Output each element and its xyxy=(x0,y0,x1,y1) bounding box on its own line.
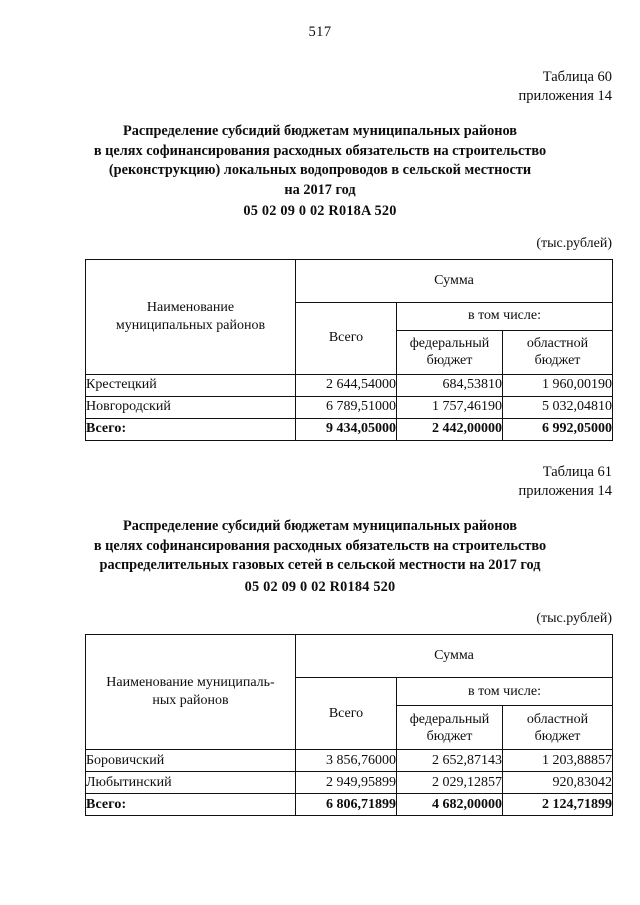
total-federal: 4 682,00000 xyxy=(397,794,503,816)
row-total: 2 644,54000 xyxy=(296,374,397,396)
row-regional: 920,83042 xyxy=(503,772,613,794)
table-section-61 xyxy=(0,463,640,816)
header-regional-budget xyxy=(503,330,613,374)
header-regional-budget xyxy=(503,706,613,750)
table-section-60 xyxy=(0,68,640,441)
row-regional: 1 960,00190 xyxy=(503,374,613,396)
header-federal-line-2: бюджет xyxy=(426,353,473,368)
title-line-3: распределительных газовых сетей в сельской местности на 2017 год xyxy=(99,557,541,573)
table-total-row xyxy=(86,418,613,440)
table-reference-line-2: приложения 14 xyxy=(518,483,612,499)
header-total: Всего xyxy=(296,302,397,374)
header-including: в том числе: xyxy=(397,302,613,330)
units-label-60: (тыс.рублей) xyxy=(536,235,612,251)
title-line-3: (реконструкцию) локальных водопроводов в сельской местности xyxy=(108,162,532,178)
header-federal-budget xyxy=(397,330,503,374)
table-row xyxy=(86,750,613,772)
table-reference-line-1: Таблица 61 xyxy=(542,464,612,480)
header-regional-line-1: областной xyxy=(526,336,589,351)
header-including: в том числе: xyxy=(397,678,613,706)
title-line-2: в целях софинансирования расходных обязательств на строительство xyxy=(93,537,547,554)
table-row xyxy=(86,374,613,396)
title-line-2: в целях софинансирования расходных обязательств на строительство xyxy=(93,142,547,159)
table-total-row xyxy=(86,794,613,816)
title-line-1: Распределение субсидий бюджетам муниципальных районов xyxy=(122,123,517,139)
title-line-4: на 2017 год xyxy=(284,181,356,198)
table-reference-60 xyxy=(0,68,640,106)
page-number: 517 xyxy=(308,24,332,40)
row-federal: 1 757,46190 xyxy=(397,396,503,418)
total-federal: 2 442,00000 xyxy=(397,418,503,440)
header-federal-line-2: бюджет xyxy=(426,728,473,744)
document-title-61 xyxy=(0,517,640,597)
row-regional: 1 203,88857 xyxy=(503,750,613,772)
header-name-line-1: Наименование xyxy=(146,299,235,315)
total-sum: 6 806,71899 xyxy=(296,794,397,816)
document-title-60 xyxy=(0,122,640,222)
header-municipality-name xyxy=(86,635,296,750)
row-federal: 2 029,12857 xyxy=(397,772,503,794)
total-label: Всего: xyxy=(86,794,296,816)
table-header-row-1 xyxy=(86,635,613,678)
header-federal-budget xyxy=(397,706,503,750)
row-regional: 5 032,04810 xyxy=(503,396,613,418)
header-federal-line-1: федеральный xyxy=(409,336,490,351)
header-name-line-2: ных районов xyxy=(152,693,229,708)
header-regional-line-1: областной xyxy=(526,711,589,727)
header-regional-line-2: бюджет xyxy=(534,353,581,368)
table-row xyxy=(86,396,613,418)
table-header-row-1 xyxy=(86,259,613,302)
title-line-1: Распределение субсидий бюджетам муниципальных районов xyxy=(122,518,517,534)
table-reference-line-1: Таблица 60 xyxy=(542,69,612,85)
header-name-line-2: муниципальных районов xyxy=(115,317,266,333)
total-label: Всего: xyxy=(86,418,296,440)
header-name-line-1: Наименование муниципаль- xyxy=(106,675,275,690)
header-sum: Сумма xyxy=(296,635,613,678)
table-row xyxy=(86,772,613,794)
budget-classification-code: 05 02 09 0 02 R018A 520 xyxy=(243,203,397,219)
budget-table-61 xyxy=(85,634,613,816)
row-name: Новгородский xyxy=(86,396,296,418)
total-regional: 6 992,05000 xyxy=(503,418,613,440)
header-sum: Сумма xyxy=(296,259,613,302)
header-municipality-name xyxy=(86,259,296,374)
total-sum: 9 434,05000 xyxy=(296,418,397,440)
row-total: 3 856,76000 xyxy=(296,750,397,772)
units-label-61: (тыс.рублей) xyxy=(536,611,612,626)
table-reference-61 xyxy=(0,463,640,501)
header-federal-line-1: федеральный xyxy=(409,711,490,727)
header-total: Всего xyxy=(296,678,397,750)
row-name: Боровичский xyxy=(86,750,296,772)
budget-table-60 xyxy=(85,259,613,441)
budget-classification-code: 05 02 09 0 02 R0184 520 xyxy=(244,578,396,595)
row-name: Любытинский xyxy=(86,772,296,794)
header-regional-line-2: бюджет xyxy=(534,728,581,744)
row-federal: 684,53810 xyxy=(397,374,503,396)
row-total: 2 949,95899 xyxy=(296,772,397,794)
total-regional: 2 124,71899 xyxy=(503,794,613,816)
row-federal: 2 652,87143 xyxy=(397,750,503,772)
table-reference-line-2: приложения 14 xyxy=(518,88,612,104)
row-name: Крестецкий xyxy=(86,374,296,396)
row-total: 6 789,51000 xyxy=(296,396,397,418)
